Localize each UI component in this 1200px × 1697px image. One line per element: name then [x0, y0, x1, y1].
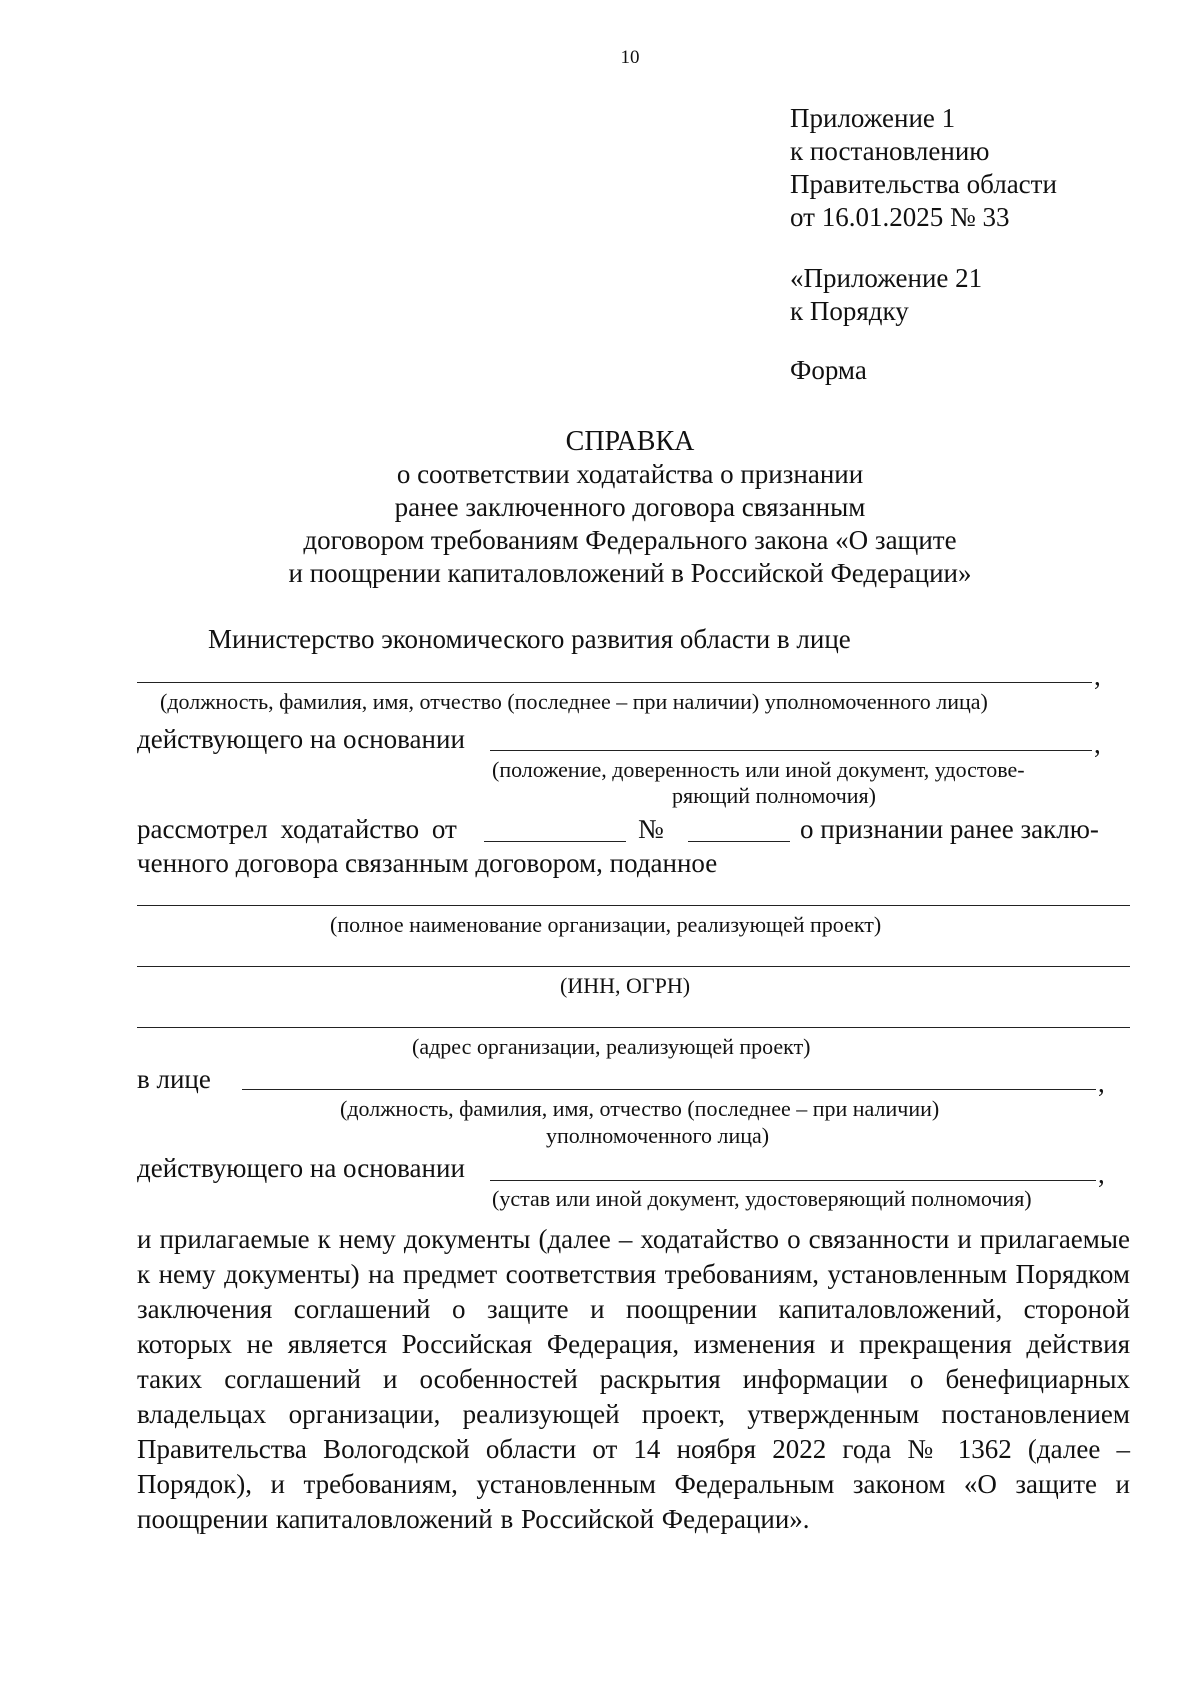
- title-line: и поощрении капиталовложений в Российской Федерации»: [288, 558, 972, 588]
- comma: ,: [1098, 1159, 1105, 1189]
- title-line: ранее заключенного договора связанным: [394, 492, 866, 522]
- hint-inn: (ИНН, ОГРН): [560, 973, 691, 998]
- appendix-line: Правительства области: [790, 169, 1057, 199]
- charter-field-line[interactable]: [490, 1180, 1096, 1181]
- reviewed-label: рассмотрел ходатайство от: [137, 814, 457, 844]
- title-line: о соответствии ходатайства о признании: [396, 459, 864, 489]
- petition-date-field-line[interactable]: [484, 841, 626, 842]
- comma: ,: [1094, 729, 1101, 759]
- acting-basis-label-2: действующего на основании: [137, 1153, 465, 1183]
- appendix-block: [790, 102, 1057, 387]
- hint-official: (должность, фамилия, имя, отчество (последнее – при наличии) уполномоченного лица): [160, 689, 988, 714]
- comma: ,: [1098, 1068, 1105, 1098]
- acting-basis-label: действующего на основании: [137, 724, 465, 754]
- hint-basis-1: (положение, доверенность или иной документ, удостове-: [492, 757, 1025, 782]
- hint-address: (адрес организации, реализующей проект): [412, 1034, 811, 1059]
- hint-rep-1: (должность, фамилия, имя, отчество (последнее – при наличии): [340, 1096, 940, 1121]
- official-field-line[interactable]: [137, 682, 1092, 683]
- title-heading: СПРАВКА: [565, 426, 695, 457]
- inn-field-line[interactable]: [137, 966, 1130, 967]
- org-name-field-line[interactable]: [137, 905, 1130, 906]
- appendix-line: от 16.01.2025 № 33: [790, 202, 1010, 232]
- title-line: договором требованиям Федерального закона «О защите: [303, 525, 957, 555]
- main-paragraph: и прилагаемые к нему документы (далее – ходатайство о связанности и прилагаемые к нему документы) на предмет соответствия требованиям, установленным Порядком заключения соглашений о защите и поощрении капиталовложений, стороной которых не является Российская Федерация, изменения и прекращения действия таких соглашений и особенностей раскрытия информации о бенефициарных владельцах организации, реализующей проект, утвержденным постановлением Правительства Вологодской области от 14 ноября 2022 года № 1362 (далее – Порядок), и требованиям, установленным Федеральным законом «О защите и поощрении капиталовложений в Российской Федерации».: [137, 1224, 1130, 1534]
- inner-appendix-line: «Приложение 21: [790, 263, 983, 293]
- document-title: [130, 425, 1130, 590]
- contract-line: ченного договора связанным договором, поданное: [137, 848, 718, 878]
- appendix-line: Приложение 1: [790, 103, 956, 133]
- ministry-intro: Министерство экономического развития области в лице: [208, 624, 851, 654]
- comma: ,: [1094, 661, 1101, 691]
- hint-org-name: (полное наименование организации, реализующей проект): [330, 912, 882, 937]
- appendix-line: к постановлению: [790, 136, 990, 166]
- address-field-line[interactable]: [137, 1027, 1130, 1028]
- petition-number-field-line[interactable]: [688, 841, 790, 842]
- recognition-text: о признании ранее заклю-: [800, 814, 1099, 844]
- hint-charter: (устав или иной документ, удостоверяющий полномочия): [492, 1186, 1032, 1211]
- basis-field-line[interactable]: [490, 750, 1092, 751]
- inner-appendix-line: к Порядку: [790, 296, 909, 326]
- page-number: 10: [620, 47, 640, 68]
- form-label: Форма: [790, 355, 867, 385]
- hint-basis-2: ряющий полномочия): [672, 783, 876, 808]
- number-sign: №: [638, 814, 664, 844]
- representative-field-line[interactable]: [242, 1089, 1096, 1090]
- hint-rep-2: уполномоченного лица): [546, 1123, 770, 1148]
- in-person-label: в лице: [137, 1064, 211, 1094]
